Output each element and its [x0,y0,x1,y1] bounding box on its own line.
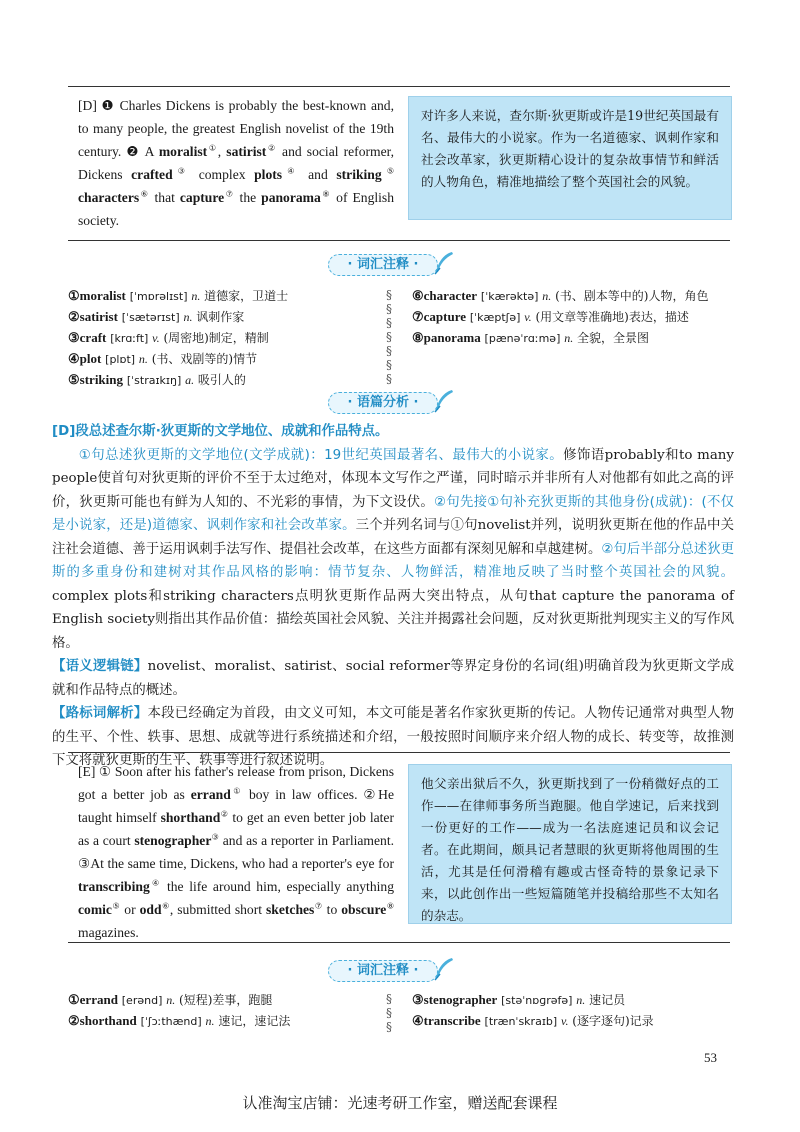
vocab-item: ④transcribe [trænˈskraɪb] v. (逐字逐句)记录 [412,1013,654,1028]
logic-chain: 【语义逻辑链】novelist、moralist、satirist、social reformer等界定身份的名词(组)明确首段为狄更斯文学成就和作品特点的概述。 [52,659,735,698]
vocab-item: ②satirist [ˈsætərɪst] n. 讽刺作家 [68,309,245,324]
feather-pen-icon [432,388,456,414]
analysis-body [52,420,734,773]
translation-text-d: 对许多人来说，查尔斯·狄更斯或许是19世纪英国最有名、最伟大的小说家。作为一名道德家、讽刺作家和社会改革家，狄更斯精心设计的复杂故事情节和鲜活的人物角色，精准地描绘了整个英国社会的风貌。 [421,108,719,189]
mid-rule-1 [68,240,730,241]
vocab-item: ⑦capture [ˈkæptʃə] v. (用文章等准确地)表达，描述 [412,309,689,324]
vocab-item: ③craft [krɑːft] v. (周密地)制定，精制 [68,330,269,345]
page-number: 53 [704,1050,717,1065]
translation-box-e [408,764,732,924]
vocab-header-e: · 词汇注释 · [328,956,458,982]
analysis-header-label: 语篇分析 [356,395,409,410]
vocab-item: ⑧panorama [pænəˈrɑːmə] n. 全貌，全景图 [412,330,650,345]
feather-pen-icon [432,956,456,982]
feather-pen-icon [432,250,456,276]
vocab-header-d-label: 词汇注释 [356,257,409,272]
vocab-separator: § § § [386,992,392,1034]
vocab-list-d-left [68,286,368,391]
vocab-item: ⑥character [ˈkærəktə] n. (书、剧本等中的)人物，角色 [412,288,709,303]
analysis-paragraph: ①句总述狄更斯的文学地位(文学成就)：19世纪英国最著名、最伟大的小说家。修饰语probably和to many people使首句对狄更斯的评价不至于太过绝对，体现本文写作之严谨，同时暗示并非所有人对他都有如此之高的评价，狄更斯可能也有鲜为人知的、不光彩的事情，为下文设伏。②句先接①句补充狄更斯的其他身份(成就)：(不仅是小说家，还是)道德家、讽刺作家和社会改革家。三个并列名词与①句novelist并列，说明狄更斯在他的作品中关注社会道德、善于运用讽刺手法写作、提倡社会改革，在这些方面都有深刻见解和卓越建树。②句后半部分总述狄更斯的多重身份和建树对其作品风格的影响：情节复杂、人物鲜活，精准地反映了当时整个英国社会的风貌。complex plots和striking characters点明狄更斯作品两大突出特点，从句that capture the panorama of English society则指出其作品价值：描绘英国社会风貌、关注并揭露社会问题，反对狄更斯批判现实主义的写作风格。 [52,447,734,651]
vocab-header-e-label: 词汇注释 [356,963,409,978]
vocab-list-e-left [68,990,368,1032]
vocab-separator: § § § § § § § [386,288,392,386]
vocab-list-d-right [412,286,732,349]
vocab-header-d: · 词汇注释 · [328,250,458,276]
vocab-item: ①errand [erənd] n. (短程)差事，跑腿 [68,992,273,1007]
signpost-analysis: 【路标词解析】本段已经确定为首段，由文义可知，本文可能是著名作家狄更斯的传记。人物传记通常对典型人物的生平、个性、轶事、思想、成就等进行系统描述和介绍，一般按照时间顺序来介绍人物的成长、转变等，故推测下文将就狄更斯的生平、轶事等进行叙述说明。 [52,706,734,768]
vocab-item: ③stenographer [stəˈnɒɡrəfə] n. 速记员 [412,992,626,1007]
vocab-list-e-right [412,990,732,1032]
analysis-summary: [D]段总述查尔斯·狄更斯的文学地位、成就和作品特点。 [52,424,389,439]
paragraph-d: [D] ❶ Charles Dickens is probably the best-known and, to many people, the greatest English novelist of the 19th century. ❷ A moralist①, satirist② and social reformer, Dickens crafted③ complex plots④ and striking⑤ characters⑥ that capture⑦ the panorama⑧ of English society. [78,98,395,228]
analysis-header: · 语篇分析 · [328,388,458,414]
vocab-item: ②shorthand [ˈʃɔːthænd] n. 速记，速记法 [68,1013,291,1028]
mid-rule-2 [68,752,730,753]
translation-box-d [408,96,732,220]
top-rule [68,86,730,87]
translation-text-e: 他父亲出狱后不久，狄更斯找到了一份稍微好点的工作——在律师事务所当跑腿。他自学速记，后来找到一份更好的工作——成为一名法庭速记员和议会记者。在此期间，颇具记者慧眼的狄更斯将他周围的生活，尤其是任何滑稽有趣或古怪奇特的景象记录下来，以此创作出一些短篇随笔并投稿给那些不太知名的杂志。 [421,776,719,923]
footer-text: 认准淘宝店铺：光速考研工作室，赠送配套课程 [242,1094,558,1112]
vocab-item: ④plot [plɒt] n. (书、戏剧等的)情节 [68,351,258,366]
vocab-item: ①moralist [ˈmɒrəlɪst] n. 道德家，卫道士 [68,288,289,303]
paragraph-e: [E] ① Soon after his father's release from prison, Dickens got a better job as errand① boy in law offices. ②He taught himself shorthand② to get an even better job later as a court stenographer③ and as a reporter in Parliament. ③At the same time, Dickens, who had a reporter's eye for transcribing④ the life around him, especially anything comic⑤ or odd⑥, submitted short sketches⑦ to obscure⑧ magazines. [78,764,395,940]
vocab-item: ⑤striking [ˈstraɪkɪŋ] a. 吸引人的 [68,372,246,387]
mid-rule-3 [68,942,730,943]
